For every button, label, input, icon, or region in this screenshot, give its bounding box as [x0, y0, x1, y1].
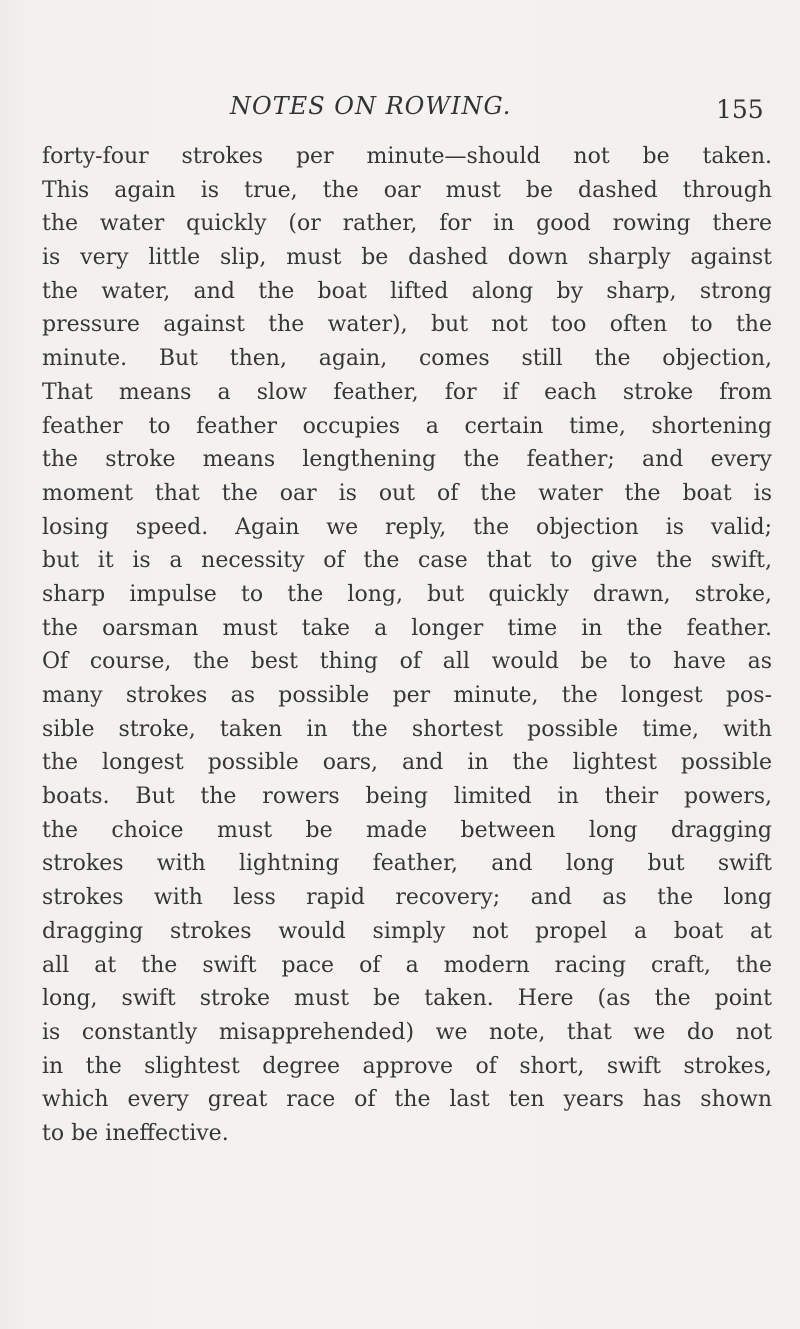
- text-line: the oarsman must take a longer time in the feather.: [42, 615, 772, 641]
- text-line: all at the swift pace of a modern racing craft, the: [42, 952, 772, 978]
- text-line: losing speed. Again we reply, the objection is valid;: [42, 514, 772, 540]
- running-title: NOTES ON ROWING.: [230, 92, 512, 120]
- text-line: boats. But the rowers being limited in their powers,: [42, 784, 772, 810]
- text-line: forty-four strokes per minute—should not be taken.: [42, 144, 772, 169]
- text-line: sible stroke, taken in the shortest possible time, with: [42, 716, 772, 742]
- text-line: long, swift stroke must be taken. Here (as the point: [42, 986, 772, 1012]
- text-line: the choice must be made between long dragging: [42, 817, 772, 843]
- text-line: which every great race of the last ten years has shown: [42, 1087, 772, 1113]
- text-line: strokes with less rapid recovery; and as the long: [42, 885, 772, 911]
- text-line-last: to be ineffective.: [42, 1120, 229, 1146]
- text-line: minute. But then, again, comes still the objection,: [42, 346, 772, 372]
- page-header: [0, 92, 800, 132]
- text-line: is constantly misapprehended) we note, that we do not: [42, 1019, 772, 1045]
- text-line: pressure against the water), but not too often to the: [42, 312, 772, 338]
- text-line: in the slightest degree approve of short, swift strokes,: [42, 1053, 772, 1079]
- text-line: feather to feather occupies a certain time, shortening: [42, 413, 772, 439]
- text-line: the water quickly (or rather, for in good rowing there: [42, 211, 772, 237]
- text-line: strokes with lightning feather, and long but swift: [42, 851, 772, 877]
- text-line: the longest possible oars, and in the lightest possible: [42, 750, 772, 776]
- text-line: the water, and the boat lifted along by sharp, strong: [42, 278, 772, 304]
- text-line: That means a slow feather, for if each stroke from: [42, 379, 772, 405]
- text-line: sharp impulse to the long, but quickly drawn, stroke,: [42, 581, 772, 607]
- text-line: but it is a necessity of the case that to give the swift,: [42, 548, 772, 574]
- body-text: [42, 140, 772, 1151]
- text-line: Of course, the best thing of all would be to have as: [42, 649, 772, 675]
- text-line: moment that the oar is out of the water the boat is: [42, 480, 772, 506]
- text-line: dragging strokes would simply not propel a boat at: [42, 918, 772, 944]
- page-number: 155: [716, 95, 764, 124]
- text-line: many strokes as possible per minute, the longest pos-: [42, 683, 772, 708]
- text-line: This again is true, the oar must be dashed through: [42, 177, 772, 203]
- text-line: is very little slip, must be dashed down sharply against: [42, 245, 772, 271]
- text-line: the stroke means lengthening the feather; and every: [42, 447, 772, 473]
